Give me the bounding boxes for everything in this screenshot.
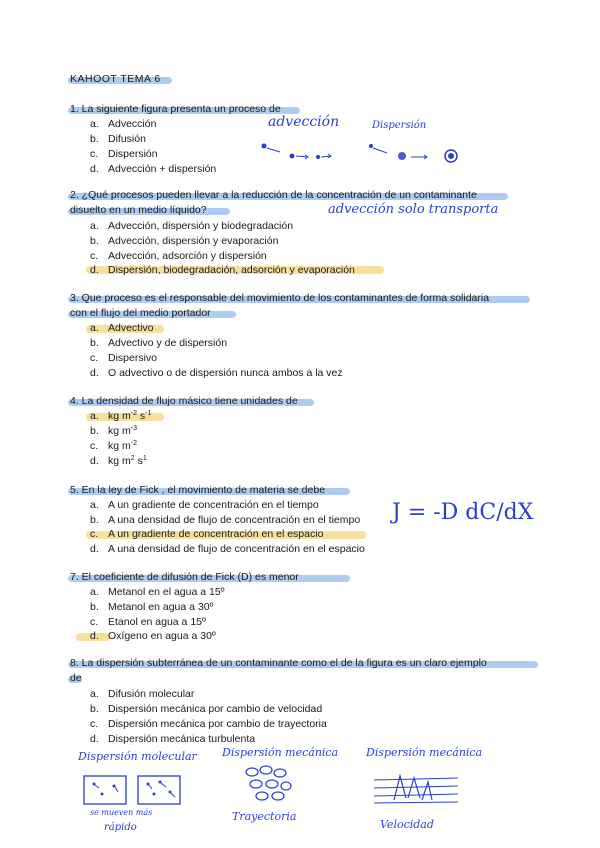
- note-disp-mecanica-2: Dispersión mecánica: [366, 746, 483, 759]
- q3-text-2: con el flujo del medio portador: [70, 307, 211, 319]
- note-velocidad: Velocidad: [380, 818, 434, 831]
- velocidad-sketch: [372, 772, 462, 806]
- q3-text-1: 3. Que proceso es el responsable del movimiento de los contaminantes de forma solidaria: [70, 292, 490, 304]
- q2-text-2: disuelto en un medio líquido?: [70, 204, 207, 216]
- q1-option-c: c. Dispersión: [90, 148, 158, 160]
- q4-option-a: a. kg $m^{-2}$ $s^{-1}$: [90, 410, 152, 422]
- note-rapido: rápido: [104, 822, 137, 833]
- q7-option-b: b. Metanol en agua a 30º: [90, 601, 214, 613]
- dispersion-sketch: [365, 140, 465, 165]
- note-disp-molecular: Dispersión molecular: [78, 750, 197, 763]
- q5-option-d: d. A una densidad de flujo de concentración en el espacio: [90, 543, 365, 555]
- q5-option-a: a. A un gradiente de concentración en el tiempo: [90, 499, 319, 511]
- advection-sketch: [258, 140, 338, 165]
- q3-option-d: d. O advectivo o de dispersión nunca ambos a la vez: [90, 367, 343, 379]
- q3-option-c: c. Dispersivo: [90, 352, 158, 364]
- q8-text-2: de: [70, 672, 82, 684]
- note-adveccion: advección: [268, 114, 340, 130]
- q1-option-b: b. Difusión: [90, 133, 146, 145]
- note-q2: advección solo transporta: [328, 202, 499, 217]
- note-trayectoria: Trayectoria: [232, 810, 297, 823]
- molecular-sketch: [82, 772, 182, 806]
- q8-text-1: 8. La dispersión subterránea de un contaminante como el de la figura es un claro ejemplo: [70, 657, 487, 669]
- q5-option-b: b. A una densidad de flujo de concentración en el tiempo: [90, 514, 361, 526]
- q8-option-c: c. Dispersión mecánica por cambio de trayectoria: [90, 718, 327, 730]
- q7-option-d: d. Oxígeno en agua a 30º: [90, 630, 216, 642]
- q8-option-d: d. Dispersión mecánica turbulenta: [90, 733, 256, 745]
- q3-option-a: a. Advectivo: [90, 322, 154, 334]
- trayectoria-sketch: [244, 764, 296, 804]
- q7-option-a: a. Metanol en el agua a 15º: [90, 586, 225, 598]
- q4-option-b: b. kg $m^{-3}$: [90, 425, 137, 437]
- q7-text: 7. El coeficiente de difusión de Fick (D) es menor: [70, 571, 299, 583]
- note-dispersion: Dispersión: [372, 120, 427, 131]
- q5-option-c: c. A un gradiente de concentración en el espacio: [90, 528, 324, 540]
- q4-text: 4. La densidad de flujo másico tiene unidades de: [70, 395, 298, 407]
- page-title: KAHOOT TEMA 6: [70, 73, 161, 85]
- q2-option-b: b. Advección, dispersión y evaporación: [90, 235, 279, 247]
- q4-option-d: d. kg $m^2$ $s^1$: [90, 455, 147, 467]
- note-disp-mecanica-1: Dispersión mecánica: [222, 746, 339, 759]
- q4-option-c: c. kg $m^{-2}$: [90, 440, 137, 452]
- q2-option-d: d. Dispersión, biodegradación, adsorción y evaporación: [90, 264, 355, 276]
- q8-option-a: a. Difusión molecular: [90, 688, 195, 700]
- q7-option-c: c. Etanol en agua a 15º: [90, 616, 206, 628]
- q1-text: 1. La siguiente figura presenta un proceso de: [70, 103, 281, 115]
- q3-option-b: b. Advectivo y de dispersión: [90, 337, 228, 349]
- q1-option-d: d. Advección + dispersión: [90, 163, 217, 175]
- q5-text: 5. En la ley de Fick , el movimiento de materia se debe: [70, 484, 326, 496]
- q8-option-b: b. Dispersión mecánica por cambio de velocidad: [90, 703, 323, 715]
- q2-option-a: a. Advección, dispersión y biodegradación: [90, 220, 294, 232]
- note-se-mueven: se mueven más: [90, 808, 153, 817]
- fick-equation: J = -D dC/dX: [392, 500, 534, 525]
- q2-option-c: c. Advección, adsorción y dispersión: [90, 250, 267, 262]
- q2-text-1: 2. ¿Qué procesos pueden llevar a la reducción de la concentración de un contaminante: [70, 189, 477, 201]
- q1-option-a: a. Advección: [90, 118, 157, 130]
